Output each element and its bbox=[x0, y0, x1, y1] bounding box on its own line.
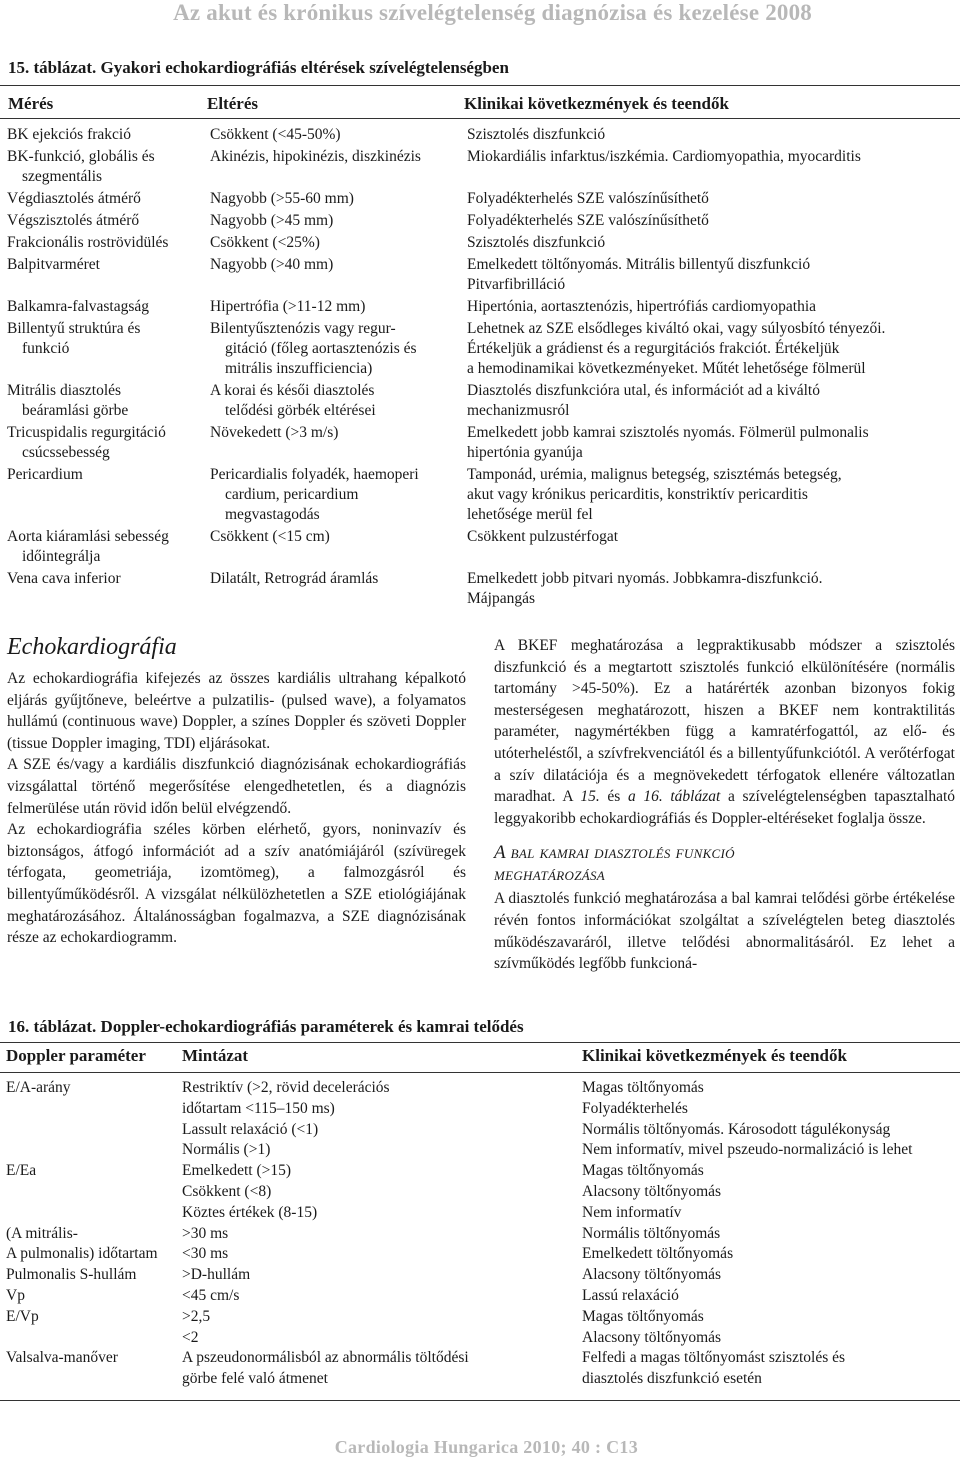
table-cell: Magas töltőnyomás bbox=[582, 1079, 704, 1096]
table-cell: Alacsony töltőnyomás bbox=[582, 1182, 722, 1200]
left-paragraph-1: Az echokardiográfia kifejezés az összes kardiális ultrahang képalkotó eljárás gyűjtőneve, beleértve a pulzatilis- (pulsed wave), a folyamatos hullámú (continuous wave) Doppler, a színes Doppler és szöveti Doppler (tissue Doppler imaging, TDI) eljárásokat. bbox=[7, 670, 466, 752]
table-cell: Vena cava inferior bbox=[7, 570, 121, 587]
table-cell: Lehetnek az SZE elsődleges kiváltó okai, vagy súlyosbító tényezői. Értékeljük a grádienst és a regurgitációs frakciót. Értékeljük a hemodinamikai következményeket. Műtét lehetősége fölmerül bbox=[467, 320, 886, 377]
table-cell: Lassult relaxáció (<1) bbox=[182, 1120, 319, 1138]
table16-header-rule bbox=[0, 1072, 960, 1073]
table-cell: Nagyobb (>40 mm) bbox=[210, 256, 334, 273]
table-row bbox=[0, 569, 960, 609]
table-cell: Magas töltőnyomás bbox=[582, 1162, 704, 1180]
table-cell: Alacsony töltőnyomás bbox=[582, 1328, 722, 1346]
table-cell bbox=[0, 1203, 176, 1224]
table-cell: Folyadékterhelés bbox=[582, 1099, 688, 1117]
table-cell: Hipertrófia (>11-12 mm) bbox=[210, 298, 366, 315]
table-cell: Folyadékterhelés SZE valószínűsíthető bbox=[467, 212, 709, 229]
table-cell: Emelkedett (>15) bbox=[182, 1162, 292, 1180]
table16-header-pattern: Mintázat bbox=[182, 1046, 249, 1065]
table-cell: >D-hullám bbox=[182, 1266, 251, 1284]
left-paragraph-2: A SZE és/vagy a kardiális diszfunkció diagnózisának echokardiográfiás vizsgálattal történő megerősítése elengedhetetlen, és a diagnózis felmerülése után rövid időn belül elvégzendő. bbox=[7, 756, 466, 817]
table-cell: Csökkent pulzustérfogat bbox=[467, 528, 619, 545]
table-cell: A korai és késői diasztolés telődési görbék eltérései bbox=[210, 382, 376, 419]
left-paragraph-3: Az echokardiográfia széles körben elérhető, gyors, noninvazív és biztonságos, átfogó információt ad a szív anatómiájáról (szívüregek térfogata, geometriája, izomtömeg), a falmozgásról és billentyűműködésről. A vizsgálat nélkülözhetetlen a SZE etiológiájának meghatározásához. Általánosságban fogalmazva, a SZE diagnózisának része az echokardiogramm. bbox=[7, 821, 466, 947]
table-cell: Miokardiális infarktus/iszkémia. Cardiomyopathia, myocarditis bbox=[467, 148, 861, 165]
table-row bbox=[0, 297, 960, 317]
table-row bbox=[0, 465, 960, 525]
table-cell: Végszisztolés átmérő bbox=[7, 212, 140, 229]
table-cell: Magas töltőnyomás bbox=[582, 1307, 704, 1325]
table-row bbox=[0, 189, 960, 209]
table15-body bbox=[0, 125, 960, 611]
table-row bbox=[0, 233, 960, 253]
table-cell: Nagyobb (>55-60 mm) bbox=[210, 190, 354, 207]
table-cell: Pericardium bbox=[7, 466, 83, 483]
table-cell: Frakcionális roströvidülés bbox=[7, 234, 169, 251]
table-cell: Lassú relaxáció bbox=[582, 1286, 679, 1304]
table-cell: Normális töltőnyomás bbox=[582, 1224, 721, 1242]
table-cell: Csökkent (<8) bbox=[182, 1182, 272, 1200]
right-paragraph-1-text-c: a szívelégtelenségben tapasztalható leggyakoribb echokardiográfiás és Doppler-eltéréseket foglalja össze. bbox=[494, 788, 956, 827]
table16-header-consequences: Klinikai következmények és teendők bbox=[582, 1046, 847, 1065]
table-cell: >2,5 bbox=[182, 1307, 211, 1325]
table-cell: Mitrális diasztolés beáramlási görbe bbox=[7, 382, 129, 419]
table16-bottom-rule bbox=[0, 1400, 960, 1401]
table-cell: Pulmonalis S-hullám bbox=[6, 1266, 137, 1284]
table-cell: Dilatált, Retrográd áramlás bbox=[210, 570, 379, 587]
table-row bbox=[0, 1161, 960, 1182]
table-cell: (A mitrális- bbox=[6, 1224, 78, 1242]
table-cell bbox=[0, 1120, 176, 1141]
right-paragraph-1-text-a: A BKEF meghatározása a legpraktikusabb módszer a szisztolés diszfunkció és a megtartott szisztolés funkció elkülönítésére (normális tartomány >45-50%). Ez a határérték azonban bizonyos fokig mesterségesen meghatározott, hiszen a BKEF nem kontraktilitás paraméter, nagymértékben függ a kamratérfogattól, az elő- és utóterheléstől, a szívfrekvenciától és a billentyűfunkciótól. A verőtérfogat a szív dilatációja és a megnövekedett térfogatok ellenére változatlan maradhat. A bbox=[494, 637, 955, 806]
table-cell: Emelkedett jobb kamrai szisztolés nyomás. Fölmerül pulmonalis hipertónia gyanúja bbox=[467, 424, 869, 461]
left-text-column bbox=[7, 632, 466, 949]
table-row bbox=[0, 1078, 960, 1099]
table-cell: Akinézis, hipokinézis, diszkinézis bbox=[210, 148, 421, 165]
table-reference-16: a 16. táblázat bbox=[627, 788, 721, 806]
table-cell: Valsalva-manőver bbox=[6, 1349, 118, 1367]
table-cell: Normális töltőnyomás. Károsodott tágulékonyság bbox=[582, 1120, 891, 1138]
table-row bbox=[0, 1307, 960, 1328]
table-row bbox=[0, 1099, 960, 1120]
table-cell: E/Vp bbox=[6, 1307, 39, 1325]
table-cell: Tamponád, urémia, malignus betegség, szisztémás betegség, akut vagy krónikus pericarditis, konstriktív pericarditis lehetősége merül fel bbox=[467, 466, 842, 523]
table-row bbox=[0, 1224, 960, 1245]
table-cell: <2 bbox=[182, 1328, 199, 1346]
table-cell: Csökkent (<15 cm) bbox=[210, 528, 330, 545]
table-cell: >30 ms bbox=[182, 1224, 229, 1242]
table-row bbox=[0, 147, 960, 187]
table-cell bbox=[0, 1099, 176, 1120]
table-cell: Normális (>1) bbox=[182, 1141, 271, 1159]
table-row bbox=[0, 1328, 960, 1349]
subsection-title-line1: A bal kamrai diasztolés funkció bbox=[494, 842, 735, 864]
table15-header-measure: Mérés bbox=[8, 94, 54, 113]
table-cell bbox=[0, 1140, 176, 1161]
table-cell: BK-funkció, globális és szegmentális bbox=[7, 148, 155, 185]
table16-header-parameter: Doppler paraméter bbox=[6, 1046, 146, 1065]
table-cell: Nagyobb (>45 mm) bbox=[210, 212, 334, 229]
table15-top-rule bbox=[0, 85, 960, 86]
table-cell: Szisztolés diszfunkció bbox=[467, 234, 606, 251]
table-row bbox=[0, 1120, 960, 1141]
table-row bbox=[0, 1348, 960, 1390]
table-cell: Balkamra-falvastagság bbox=[7, 298, 150, 315]
table-cell bbox=[0, 1328, 176, 1349]
table-cell: A pszeudonormálisból az abnormális töltődési görbe felé való átmenet bbox=[182, 1349, 469, 1388]
table-cell: BK ejekciós frakció bbox=[7, 126, 131, 143]
table-cell: Emelkedett töltőnyomás. Mitrális billentyű diszfunkció Pitvarfibrilláció bbox=[467, 256, 811, 293]
table-reference-15: 15. bbox=[580, 788, 600, 806]
subsection-title-line2: meghatározása bbox=[494, 864, 606, 886]
table-cell bbox=[0, 1182, 176, 1203]
table-cell: Vp bbox=[6, 1286, 25, 1304]
table-cell: Balpitvarméret bbox=[7, 256, 100, 273]
table16-caption: 16. táblázat. Doppler-echokardiográfiás paraméterek és kamrai telődés bbox=[8, 1017, 524, 1036]
page-footer bbox=[0, 1437, 960, 1458]
table15-caption: 15. táblázat. Gyakori echokardiográfiás eltérések szívelégtelenségben bbox=[8, 58, 509, 77]
table-cell: Restriktív (>2, rövid decelerációs bbox=[182, 1079, 390, 1096]
table-row bbox=[0, 1265, 960, 1286]
right-paragraph-1 bbox=[494, 635, 955, 829]
table-cell: Tricuspidalis regurgitáció csúcssebesség bbox=[7, 424, 166, 461]
table-cell: Billentyű struktúra és funkció bbox=[7, 320, 141, 357]
table-cell: E/A-arány bbox=[6, 1079, 71, 1096]
table-row bbox=[0, 125, 960, 145]
table16-body bbox=[0, 1078, 960, 1390]
table-cell: A pulmonalis) időtartam bbox=[6, 1245, 158, 1263]
footer-citation: Cardiologia Hungarica 2010; 40 : C13 bbox=[334, 1437, 638, 1457]
table-row bbox=[0, 319, 960, 379]
table-cell: Nem informatív, mivel pszeudo-normalizáció is lehet bbox=[582, 1141, 913, 1159]
table-cell: <30 ms bbox=[182, 1245, 229, 1263]
running-header bbox=[0, 0, 960, 28]
table-cell: Bilentyűsztenózis vagy regur- gitáció (főleg aortasztenózis és mitrális inszufficiencia) bbox=[210, 320, 417, 377]
table-cell: Pericardialis folyadék, haemoperi cardium, pericardium megvastagodás bbox=[210, 466, 419, 523]
table-cell: Végdiasztolés átmérő bbox=[7, 190, 141, 207]
table-row bbox=[0, 1286, 960, 1307]
right-paragraph-2: A diasztolés funkció meghatározása a bal kamrai telődési görbe értékelése révén fontos információkat szolgáltat a szívelégtelen beteg diasztolés működészavaráról, illetve telődési abnormalitásáról. Ez lehet a szívműködés legfőbb funkcioná- bbox=[494, 890, 955, 973]
section-title-echocardiography: Echokardiográfia bbox=[7, 634, 177, 660]
table-cell: <45 cm/s bbox=[182, 1286, 240, 1304]
table-row bbox=[0, 1182, 960, 1203]
table-cell: Csökkent (<25%) bbox=[210, 234, 320, 251]
table-cell: Csökkent (<45-50%) bbox=[210, 126, 341, 143]
table-cell: Szisztolés diszfunkció bbox=[467, 126, 606, 143]
table-cell: Emelkedett töltőnyomás bbox=[582, 1245, 734, 1263]
table-cell: Felfedi a magas töltőnyomást szisztolés és diasztolés diszfunkció esetén bbox=[582, 1349, 846, 1388]
journal-title: Az akut és krónikus szívelégtelenség diagnózisa és kezelése 2008 bbox=[173, 0, 812, 25]
table-row bbox=[0, 1244, 960, 1265]
table-cell: E/Ea bbox=[6, 1162, 37, 1180]
table-cell: Köztes értékek (8-15) bbox=[182, 1203, 318, 1221]
table-row bbox=[0, 1203, 960, 1224]
table-row bbox=[0, 211, 960, 231]
table-row bbox=[0, 1140, 960, 1161]
right-paragraph-1-text-b: és bbox=[607, 788, 621, 806]
table-row bbox=[0, 381, 960, 421]
table16-top-rule bbox=[0, 1042, 960, 1043]
table15-header-consequences: Klinikai következmények és teendők bbox=[464, 94, 729, 113]
table15-header-rule bbox=[0, 118, 960, 119]
table-cell: Aorta kiáramlási sebesség időintegrálja bbox=[7, 528, 169, 565]
table15-header-deviation: Eltérés bbox=[207, 94, 258, 113]
table-row bbox=[0, 423, 960, 463]
table-cell: Folyadékterhelés SZE valószínűsíthető bbox=[467, 190, 709, 207]
table-row bbox=[0, 255, 960, 295]
table-cell: Hipertónia, aortasztenózis, hipertrófiás cardiomyopathia bbox=[467, 298, 817, 315]
table-row bbox=[0, 527, 960, 567]
right-text-column bbox=[494, 635, 955, 975]
table-cell: Növekedett (>3 m/s) bbox=[210, 424, 339, 441]
table-cell: időtartam <115–150 ms) bbox=[182, 1099, 335, 1117]
table-cell: Nem informatív bbox=[582, 1203, 682, 1221]
table-cell: Alacsony töltőnyomás bbox=[582, 1266, 722, 1284]
table-cell: Emelkedett jobb pitvari nyomás. Jobbkamra-diszfunkció. Májpangás bbox=[467, 570, 823, 607]
table-cell: Diasztolés diszfunkcióra utal, és információt ad a kiváltó mechanizmusról bbox=[467, 382, 820, 419]
